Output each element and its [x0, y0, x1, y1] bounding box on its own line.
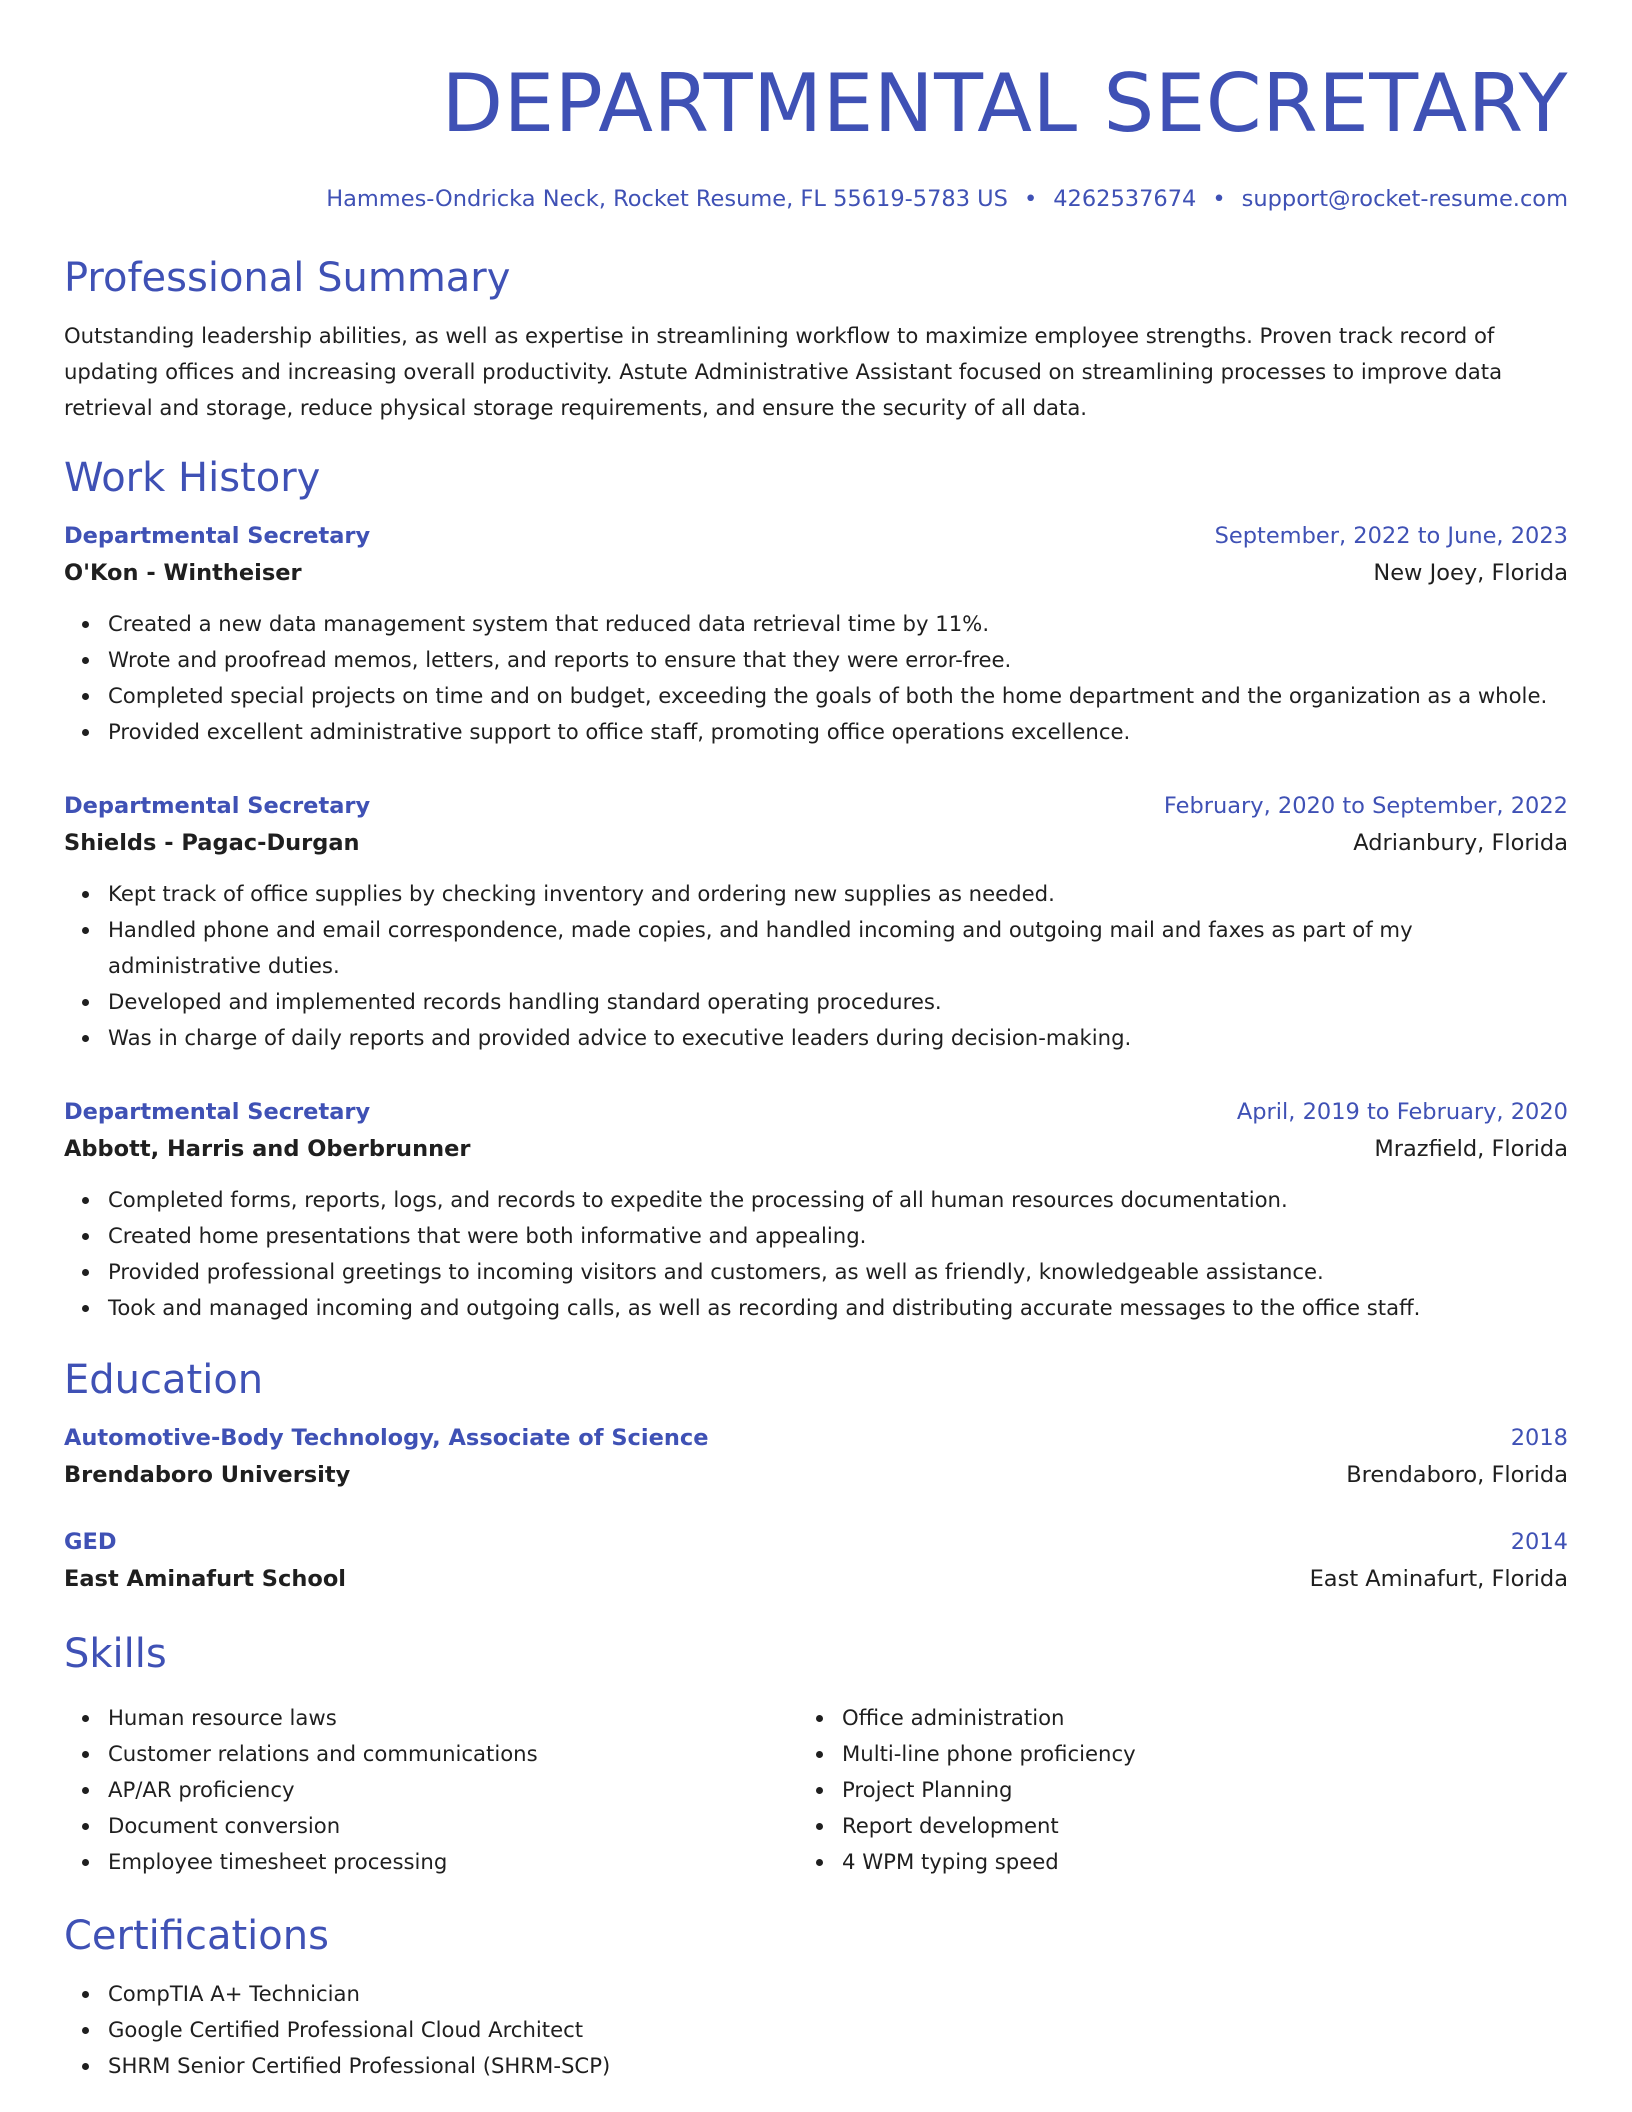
skill-item: Report development [842, 1808, 1532, 1844]
certification-item: SHRM Senior Certified Professional (SHRM-SCP) [108, 2048, 1568, 2084]
skill-item: Multi-line phone proficiency [842, 1736, 1532, 1772]
job-bullet: Developed and implemented records handling standard operating procedures. [108, 984, 1568, 1020]
job-company: Abbott, Harris and Oberbrunner [64, 1136, 471, 1162]
summary-heading: Professional Summary [64, 255, 511, 301]
job-entry [64, 1094, 1568, 1326]
job-company: O'Kon - Wintheiser [64, 560, 302, 586]
job-bullet: Kept track of office supplies by checking inventory and ordering new supplies as needed. [108, 876, 1568, 912]
resume-page [64, 0, 1568, 2084]
edu-school: East Aminafurt School [64, 1566, 346, 1592]
skills-columns [64, 1686, 1568, 1880]
candidate-name: DEPARTMENTAL SECRETARY [441, 57, 1568, 150]
contact-email: support@rocket-resume.com [1241, 186, 1568, 212]
summary-text: Outstanding leadership abilities, as well as expertise in streamlining workflow to maximize employee strengths. Proven track record of updating offices and increasing overall productivity. Astute Administrative Assistant focused on streamlining processes to improve data retrieval and storage, reduce physical storage requirements, and ensure the security of all data. [64, 323, 1503, 420]
skill-item: AP/AR proficiency [108, 1772, 798, 1808]
skill-item: Office administration [842, 1700, 1532, 1736]
job-dates: February, 2020 to September, 2022 [1163, 793, 1568, 819]
job-bullets [64, 606, 1568, 750]
education-entry [64, 1524, 1568, 1598]
skills-list-left [64, 1700, 798, 1880]
skill-item: 4 WPM typing speed [842, 1844, 1532, 1880]
job-location: Mrazfield, Florida [1374, 1136, 1568, 1162]
contact-separator: • [1023, 186, 1038, 212]
job-bullet: Provided professional greetings to incoming visitors and customers, as well as friendly, knowledgeable assistance. [108, 1254, 1568, 1290]
education-heading: Education [64, 1357, 264, 1403]
skill-item: Project Planning [842, 1772, 1532, 1808]
job-bullet: Was in charge of daily reports and provided advice to executive leaders during decision-making. [108, 1020, 1568, 1056]
job-dates: April, 2019 to February, 2020 [1236, 1099, 1568, 1125]
certifications-list [64, 1976, 1568, 2084]
edu-degree: Automotive-Body Technology, Associate of Science [64, 1425, 709, 1451]
edu-degree: GED [64, 1529, 117, 1555]
skill-item: Document conversion [108, 1808, 798, 1844]
certification-item: Google Certified Professional Cloud Architect [108, 2012, 1568, 2048]
contact-line [64, 184, 1568, 214]
job-role: Departmental Secretary [64, 523, 371, 549]
job-entry [64, 788, 1568, 1056]
job-bullet: Created a new data management system that reduced data retrieval time by 11%. [108, 606, 1568, 642]
job-company: Shields - Pagac-Durgan [64, 830, 360, 856]
job-bullet: Provided excellent administrative support to office staff, promoting office operations excellence. [108, 714, 1568, 750]
job-bullet: Created home presentations that were both informative and appealing. [108, 1218, 1568, 1254]
edu-year: 2018 [1510, 1425, 1568, 1451]
job-bullet: Took and managed incoming and outgoing calls, as well as recording and distributing accurate messages to the office staff. [108, 1290, 1568, 1326]
contact-address: Hammes-Ondricka Neck, Rocket Resume, FL 55619-5783 US [326, 186, 1008, 212]
edu-location: East Aminafurt, Florida [1309, 1566, 1568, 1592]
skill-item: Customer relations and communications [108, 1736, 798, 1772]
job-bullets [64, 876, 1568, 1056]
certifications-heading: Certifications [64, 1913, 329, 1959]
education-entry [64, 1420, 1568, 1494]
contact-separator: • [1212, 186, 1226, 212]
job-bullet: Handled phone and email correspondence, made copies, and handled incoming and outgoing mail and faxes as part of my administrative duties. [108, 912, 1568, 984]
job-location: Adrianbury, Florida [1353, 830, 1568, 856]
edu-school: Brendaboro University [64, 1462, 351, 1488]
job-entry [64, 518, 1568, 750]
job-bullet: Completed forms, reports, logs, and records to expedite the processing of all human resources documentation. [108, 1182, 1568, 1218]
certification-item: CompTIA A+ Technician [108, 1976, 1568, 2012]
work-history-heading: Work History [64, 455, 321, 501]
job-role: Departmental Secretary [64, 793, 371, 819]
edu-location: Brendaboro, Florida [1346, 1462, 1568, 1488]
job-bullet: Wrote and proofread memos, letters, and reports to ensure that they were error-free. [108, 642, 1568, 678]
skill-item: Employee timesheet processing [108, 1844, 798, 1880]
job-role: Departmental Secretary [64, 1099, 371, 1125]
skill-item: Human resource laws [108, 1700, 798, 1736]
job-location: New Joey, Florida [1373, 560, 1568, 586]
skills-heading: Skills [64, 1631, 167, 1677]
edu-year: 2014 [1510, 1529, 1568, 1555]
job-dates: September, 2022 to June, 2023 [1214, 523, 1568, 549]
job-bullets [64, 1182, 1568, 1326]
job-bullet: Completed special projects on time and on budget, exceeding the goals of both the home department and the organization as a whole. [108, 678, 1568, 714]
skills-list-right [798, 1700, 1532, 1880]
contact-phone: 4262537674 [1053, 186, 1197, 212]
